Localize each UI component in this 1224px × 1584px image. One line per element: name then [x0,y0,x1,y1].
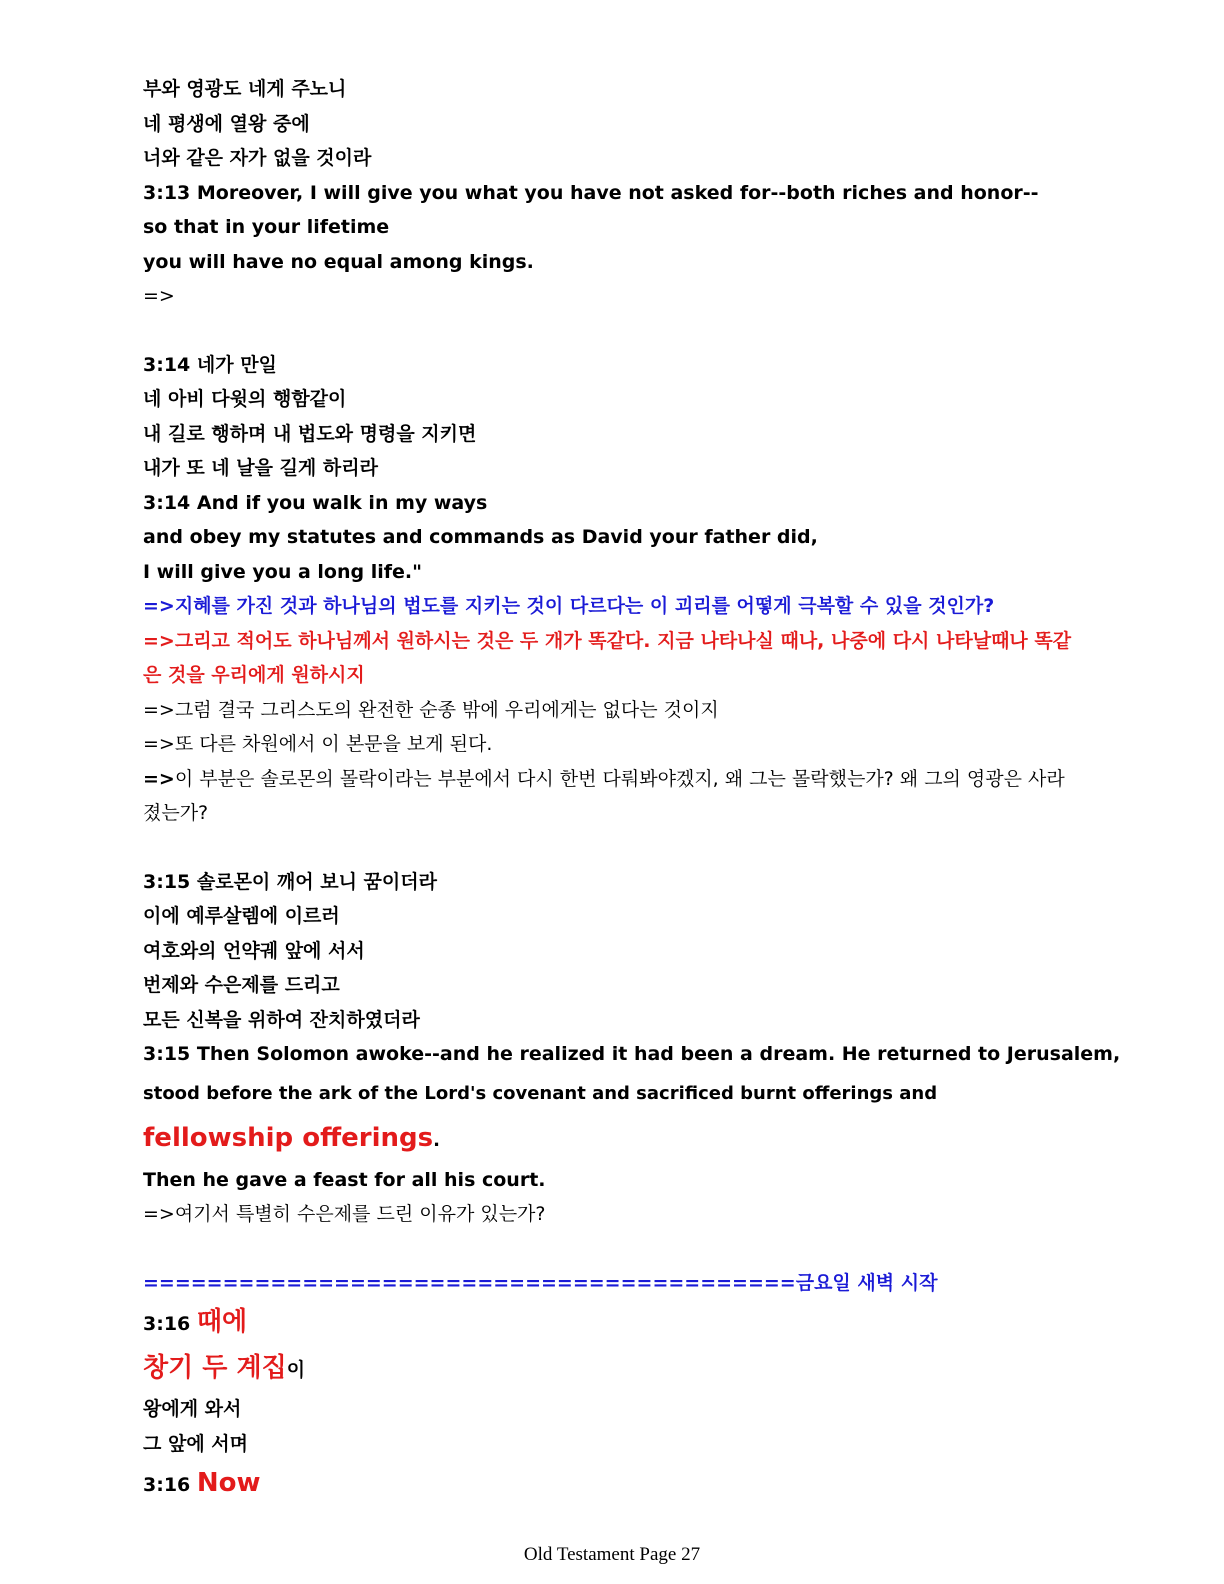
note [143,762,1073,831]
verse-english: and obey my statutes and commands as David your father did, [143,526,818,548]
spacer [143,831,1073,865]
verse-korean [143,1346,1073,1392]
highlight-text: Now [196,1468,261,1498]
verse-korean: 3:15 솔로몬이 깨어 보니 꿈이더라 [143,870,437,893]
verse-english: you will have no equal among kings. [143,250,534,273]
verse-english: Then he gave a feast for all his court. [143,1168,546,1191]
verse-korean: 내가 또 네 날을 길게 하리라 [143,457,378,479]
verse-english [143,1461,1073,1507]
verse-english: so that in your lifetime [143,216,390,238]
verse-korean: 이에 예루살렘에 이르러 [143,905,340,927]
verse-korean: 네 아비 다윗의 행함같이 [143,388,347,410]
verse-text: 이 [286,1359,306,1381]
note: =>그럼 결국 그리스도의 완전한 순종 밖에 우리에게는 없다는 것이지 [143,698,719,721]
section-divider: =========================================금요일 새벽 시작 [143,1271,938,1294]
verse-korean: 여호와의 언약궤 앞에 서서 [143,939,365,962]
verse-english: 3:13 Moreover, I will give you what you have not asked for--both riches and honor-- [143,181,1039,204]
verse-korean: 그 앞에 서며 [143,1432,248,1455]
text-line: 네 평생에 열왕 중에 [143,112,310,135]
text-line: 너와 같은 자가 없을 것이라 [143,147,372,169]
verse-english: 3:14 And if you walk in my ways [143,491,488,514]
verse-english: I will give you a long life." [143,560,423,583]
highlight-text: 때에 [196,1307,248,1337]
punctuation: . [433,1129,440,1151]
spacer [143,1232,1073,1266]
note-text: 이 부분은 솔로몬의 몰락이라는 부분에서 다시 한번 다뤄봐야겠지, 왜 그는 몰락했는가? 왜 그의 영광은 사라졌는가? [143,767,1065,824]
verse-korean [143,1300,1073,1346]
note-arrow: => [143,767,175,790]
verse-english: 3:15 Then Solomon awoke--and he realized it had been a dream. He returned to Jerusalem, [143,1043,1121,1065]
verse-korean: 번제와 수은제를 드리고 [143,974,340,996]
verse-korean: 내 길로 행하며 내 법도와 명령을 지키면 [143,422,477,445]
verse-korean: 3:14 네가 만일 [143,353,277,376]
note: =>또 다른 차원에서 이 본문을 보게 된다. [143,733,493,755]
spacer [143,314,1073,348]
note-arrow: => [143,285,175,307]
note-blue: =>지혜를 가진 것과 하나님의 법도를 지키는 것이 다르다는 이 괴리를 어떻게 극복할 수 있을 것인가? [143,595,995,617]
text-line: 부와 영광도 네게 주노니 [143,78,347,100]
verse-ref: 3:16 [143,1313,197,1335]
verse-korean: 왕에게 와서 [143,1398,242,1420]
note-red: =>그리고 적어도 하나님께서 원하시는 것은 두 개가 똑같다. 지금 나타나실 때나, 나중에 다시 나타날때나 똑같은 것을 우리에게 원하시지 [143,629,1072,686]
document-body [143,72,1121,1507]
verse-ref: 3:16 [143,1474,197,1496]
verse-english [143,1072,1073,1163]
page-footer: Old Testament Page 27 [523,1544,701,1565]
verse-korean: 모든 신복을 위하여 잔치하였더라 [143,1008,420,1031]
note: =>여기서 특별히 수은제를 드린 이유가 있는가? [143,1203,546,1225]
highlight-text: fellowship offerings [143,1122,434,1153]
highlight-text: 창기 두 계집 [143,1353,287,1383]
verse-text: stood before the ark of the Lord's covenant and sacrificed burnt offerings and [143,1082,938,1104]
